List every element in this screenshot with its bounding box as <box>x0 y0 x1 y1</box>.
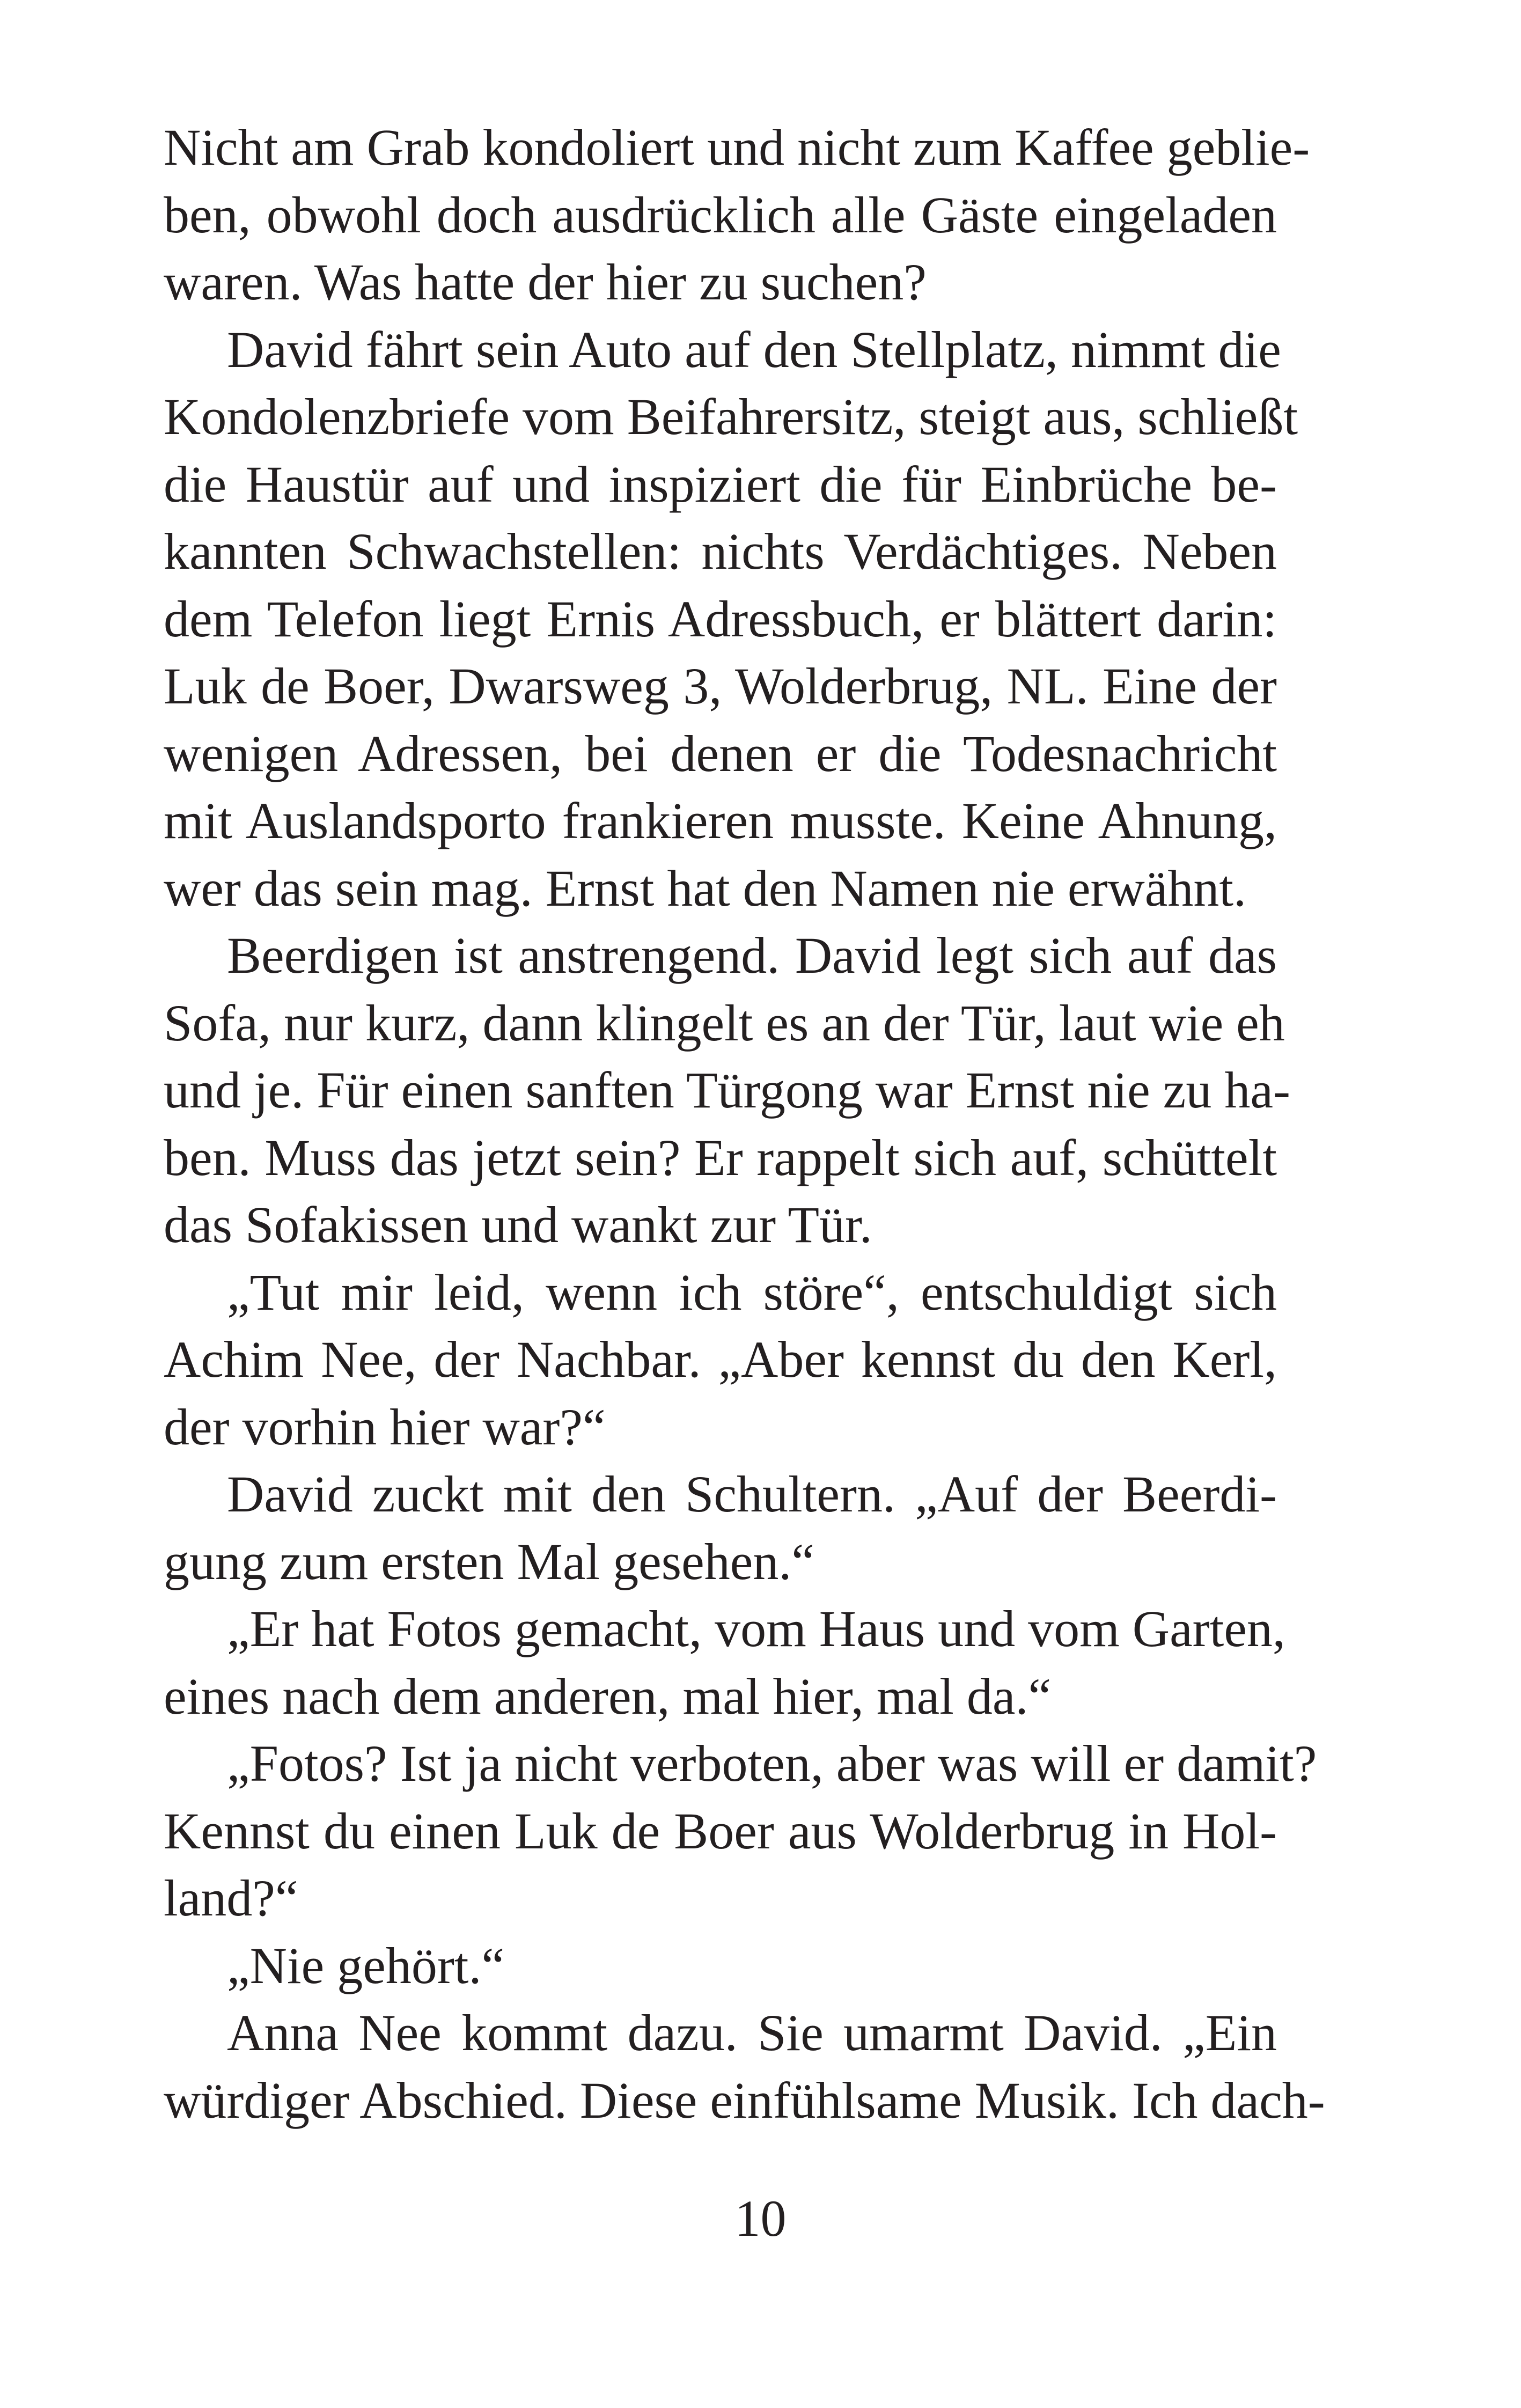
text-line: Achim Nee, der Nachbar. „Aber kennst du den Kerl, <box>164 1331 1277 1388</box>
text-line: kannten Schwachstellen: nichts Verdächtiges. Neben <box>164 523 1277 580</box>
text-line: David zuckt mit den Schultern. „Auf der Beerdi- <box>227 1465 1277 1523</box>
text-line: Beerdigen ist anstrengend. David legt sich auf das <box>227 927 1277 984</box>
text-line: mit Auslandsporto frankieren musste. Keine Ahnung, <box>164 792 1277 849</box>
text-line: Nicht am Grab kondoliert und nicht zum Kaffee geblie- <box>164 119 1310 176</box>
text-line: wenigen Adressen, bei denen er die Todesnachricht <box>164 724 1277 782</box>
text-line: der vorhin hier war?“ <box>164 1398 606 1456</box>
text-line: das Sofakissen und wankt zur Tür. <box>164 1196 872 1253</box>
text-line: gung zum ersten Mal gesehen.“ <box>164 1532 814 1590</box>
text-line: Kennst du einen Luk de Boer aus Wolderbrug in Hol- <box>164 1802 1277 1860</box>
text-line: Kondolenzbriefe vom Beifahrersitz, steigt aus, schließt <box>164 388 1298 445</box>
text-line: dem Telefon liegt Ernis Adressbuch, er blättert darin: <box>164 590 1277 648</box>
text-line: ben. Muss das jetzt sein? Er rappelt sich auf, schüttelt <box>164 1128 1277 1186</box>
body-text <box>164 114 1325 2134</box>
text-line: Sofa, nur kurz, dann klingelt es an der Tür, laut wie eh <box>164 994 1285 1052</box>
text-line: land?“ <box>164 1869 298 1927</box>
text-line: Anna Nee kommt dazu. Sie umarmt David. „Ein <box>227 2004 1277 2061</box>
text-line: ben, obwohl doch ausdrücklich alle Gäste eingeladen <box>164 186 1277 244</box>
text-line: „Tut mir leid, wenn ich störe“, entschuldigt sich <box>227 1263 1277 1321</box>
text-line: eines nach dem anderen, mal hier, mal da.“ <box>164 1667 1052 1725</box>
text-line: Luk de Boer, Dwarsweg 3, Wolderbrug, NL. Eine der <box>164 657 1277 715</box>
text-line: „Er hat Fotos gemacht, vom Haus und vom Garten, <box>227 1600 1285 1657</box>
text-line: die Haustür auf und inspiziert die für Einbrüche be- <box>164 455 1277 513</box>
text-line: würdiger Abschied. Diese einfühlsame Musik. Ich dach- <box>164 2071 1325 2129</box>
text-line: wer das sein mag. Ernst hat den Namen nie erwähnt. <box>164 859 1247 917</box>
text-line: und je. Für einen sanften Türgong war Ernst nie zu ha- <box>164 1061 1290 1119</box>
text-line: waren. Was hatte der hier zu suchen? <box>164 253 927 311</box>
text-line: „Nie gehört.“ <box>227 1936 505 1994</box>
page-number: 10 <box>734 2190 787 2247</box>
text-line: „Fotos? Ist ja nicht verboten, aber was will er damit? <box>227 1735 1317 1792</box>
text-line: David fährt sein Auto auf den Stellplatz, nimmt die <box>227 320 1281 378</box>
